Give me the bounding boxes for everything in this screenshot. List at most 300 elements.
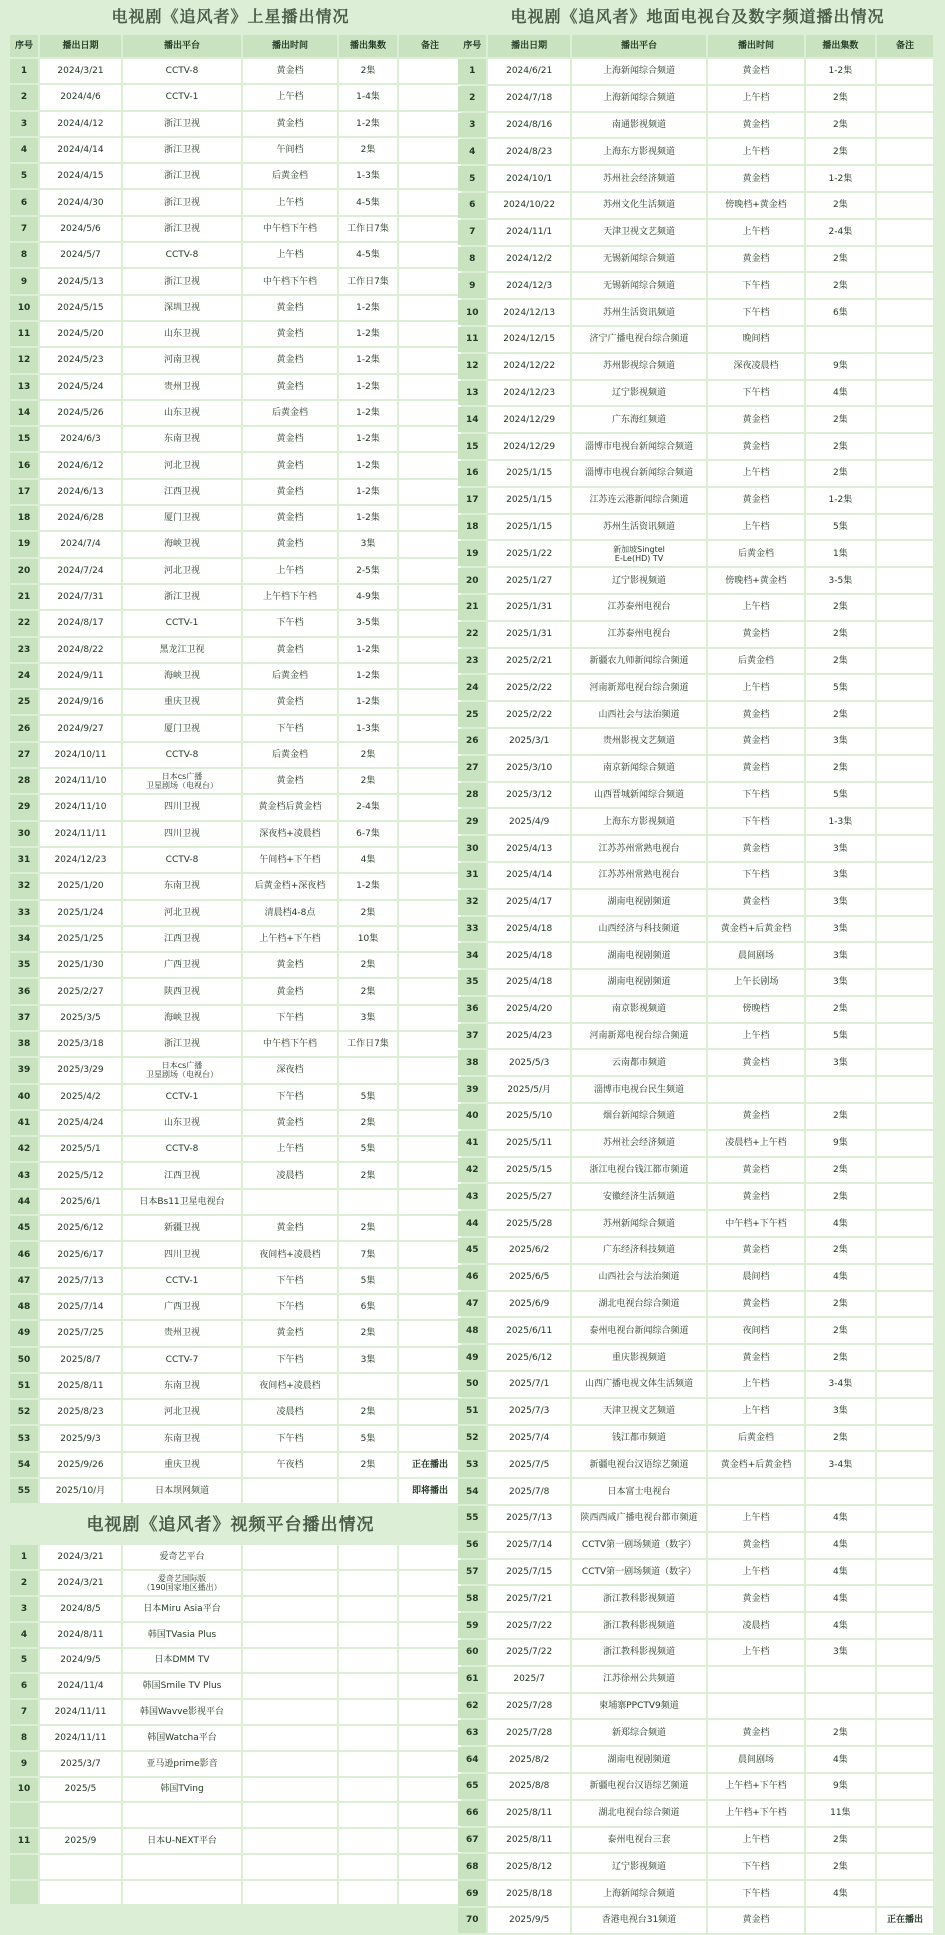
episodes-cell: 2集	[806, 1184, 875, 1209]
seq-cell: 8	[10, 1726, 38, 1750]
seq-cell: 11	[10, 1829, 38, 1853]
date-cell: 2024/3/21	[40, 1545, 121, 1569]
table-row	[10, 1649, 461, 1673]
episodes-cell: 1-4集	[339, 85, 397, 109]
empty-cell	[339, 1674, 397, 1698]
episodes-cell: 7集	[339, 1242, 397, 1266]
time-cell: 黄金档	[708, 1586, 804, 1611]
date-cell: 2025/5/10	[488, 1104, 569, 1129]
satellite-broadcast-table	[8, 33, 463, 1505]
date-cell: 2024/4/12	[40, 112, 121, 136]
table-row	[458, 541, 933, 566]
date-cell: 2024/5/23	[40, 348, 121, 372]
date-cell: 2025/3/18	[40, 1032, 121, 1056]
note-cell	[877, 1211, 933, 1236]
platform-cell: 江苏泰州电视台	[572, 622, 706, 647]
note-cell	[877, 1828, 933, 1853]
episodes-cell: 3集	[806, 1050, 875, 1075]
table-row	[458, 407, 933, 432]
date-cell: 2025/1/31	[488, 595, 569, 620]
episodes-cell: 2集	[806, 1238, 875, 1263]
seq-cell: 8	[458, 247, 486, 272]
platform-cell: 浙江卫视	[123, 138, 241, 162]
date-cell: 2024/11/1	[488, 220, 569, 245]
table-row	[458, 247, 933, 272]
seq-cell: 30	[458, 836, 486, 861]
date-cell: 2025/7/13	[488, 1506, 569, 1531]
date-cell: 2025/4/17	[488, 890, 569, 915]
time-cell: 下午档	[708, 809, 804, 834]
note-cell	[399, 85, 461, 109]
table-row	[458, 1801, 933, 1826]
empty-cell	[399, 1726, 461, 1750]
episodes-cell: 1-2集	[339, 296, 397, 320]
note-cell	[399, 348, 461, 372]
date-cell: 2025/5/11	[488, 1131, 569, 1156]
date-cell: 2024/11/4	[40, 1674, 121, 1698]
note-cell	[877, 59, 933, 84]
seq-cell: 14	[458, 407, 486, 432]
seq-cell: 56	[458, 1533, 486, 1558]
episodes-cell: 2集	[806, 1158, 875, 1183]
platform-cell: 浙江卫视	[123, 217, 241, 241]
seq-cell: 17	[458, 488, 486, 513]
time-cell: 黄金档	[708, 1292, 804, 1317]
time-cell: 黄金档	[243, 427, 337, 451]
platform-cell: 山西社会与法治频道	[572, 1265, 706, 1290]
table-row	[10, 506, 461, 530]
note-cell	[399, 480, 461, 504]
table-row	[458, 434, 933, 459]
seq-cell: 18	[10, 506, 38, 530]
seq-cell: 17	[10, 480, 38, 504]
note-cell	[399, 1426, 461, 1450]
note-cell	[877, 515, 933, 540]
table-row	[10, 901, 461, 925]
seq-cell: 64	[458, 1747, 486, 1772]
time-cell: 下午档	[708, 1881, 804, 1906]
note-cell	[399, 559, 461, 583]
date-cell: 2025/5/3	[488, 1050, 569, 1075]
note-cell	[877, 729, 933, 754]
seq-cell: 52	[10, 1400, 38, 1424]
note-cell	[877, 381, 933, 406]
note-cell	[877, 1050, 933, 1075]
table-row	[458, 1828, 933, 1853]
note-cell	[877, 247, 933, 272]
episodes-cell: 2集	[806, 273, 875, 298]
note-cell	[877, 1640, 933, 1665]
note-cell	[877, 1533, 933, 1558]
date-cell: 2025/6/12	[40, 1216, 121, 1240]
platform-cell: 江西卫视	[123, 480, 241, 504]
time-cell: 黄金档	[708, 1720, 804, 1745]
time-cell: 黄金档	[708, 407, 804, 432]
time-cell: 上午档	[708, 461, 804, 486]
seq-cell: 15	[10, 427, 38, 451]
time-cell: 下午档	[243, 1006, 337, 1030]
table-row	[10, 453, 461, 477]
date-cell: 2025/8/8	[488, 1774, 569, 1799]
note-cell	[877, 1747, 933, 1772]
date-cell: 2025/8/11	[488, 1828, 569, 1853]
note-cell	[877, 461, 933, 486]
episodes-cell	[806, 327, 875, 352]
video-platform-table	[8, 1543, 463, 1906]
platform-cell: 新加坡Singtel E-Le(HD) TV	[572, 541, 706, 566]
time-cell: 夜间档	[708, 1318, 804, 1343]
date-cell: 2024/3/21	[40, 59, 121, 83]
seq-cell: 9	[10, 1752, 38, 1776]
date-cell: 2024/6/28	[40, 506, 121, 530]
note-cell	[399, 1400, 461, 1424]
episodes-cell: 2集	[806, 193, 875, 218]
platform-cell: 日本DMM TV	[123, 1649, 241, 1673]
table-row	[458, 1077, 933, 1102]
table-row	[10, 1269, 461, 1293]
note-cell	[877, 434, 933, 459]
episodes-cell: 4集	[806, 1211, 875, 1236]
table-row	[458, 970, 933, 995]
platform-cell: 陕西西咸广播电视台都市频道	[572, 1506, 706, 1531]
table-row	[10, 138, 461, 162]
table-row	[10, 59, 461, 83]
platform-cell: 四川卫视	[123, 1242, 241, 1266]
date-cell: 2025/7/15	[488, 1560, 569, 1585]
episodes-cell: 2集	[806, 86, 875, 111]
seq-cell: 62	[458, 1694, 486, 1719]
note-cell	[399, 822, 461, 846]
time-cell: 黄金档后黄金档	[243, 795, 337, 819]
table-row	[458, 1694, 933, 1719]
seq-cell: 13	[10, 375, 38, 399]
date-cell: 2025/4/18	[488, 917, 569, 942]
note-cell	[877, 300, 933, 325]
table-row	[10, 480, 461, 504]
time-cell: 黄金档	[243, 1111, 337, 1135]
note-cell	[877, 220, 933, 245]
table-row	[458, 1184, 933, 1209]
date-cell: 2024/12/22	[488, 354, 569, 379]
date-cell: 2024/5/26	[40, 401, 121, 425]
platform-cell: 上海新闻综合频道	[572, 1881, 706, 1906]
time-cell: 上午档	[708, 220, 804, 245]
episodes-cell: 4集	[806, 1265, 875, 1290]
table-row	[10, 85, 461, 109]
seq-cell: 53	[10, 1426, 38, 1450]
time-cell: 下午档	[708, 783, 804, 808]
date-cell: 2025/1/15	[488, 515, 569, 540]
date-cell: 2025/1/30	[40, 953, 121, 977]
table-row	[10, 243, 461, 267]
seq-cell: 31	[10, 848, 38, 872]
platform-cell: 新疆农九师新闻综合频道	[572, 649, 706, 674]
time-cell: 上午档	[708, 595, 804, 620]
date-cell: 2025/7/1	[488, 1372, 569, 1397]
platform-cell: 日本坝网频道	[123, 1479, 241, 1503]
episodes-cell: 2集	[806, 997, 875, 1022]
episodes-cell: 2集	[806, 407, 875, 432]
note-cell	[877, 1694, 933, 1719]
time-cell: 深夜档	[243, 1058, 337, 1082]
seq-cell: 27	[10, 743, 38, 767]
table-row	[10, 953, 461, 977]
time-cell: 黄金档	[708, 1345, 804, 1370]
seq-cell: 7	[10, 217, 38, 241]
seq-cell: 51	[10, 1374, 38, 1398]
empty-cell	[339, 1700, 397, 1724]
date-cell: 2025/5/28	[488, 1211, 569, 1236]
time-cell: 黄金档	[708, 1533, 804, 1558]
date-cell: 2025/4/20	[488, 997, 569, 1022]
table-row	[10, 1111, 461, 1135]
table-row	[458, 515, 933, 540]
seq-cell: 38	[458, 1050, 486, 1075]
platform-cell: 黑龙江卫视	[123, 638, 241, 662]
platform-cell: 河北卫视	[123, 559, 241, 583]
note-cell: 正在播出	[399, 1453, 461, 1477]
date-cell: 2024/6/21	[488, 59, 569, 84]
time-cell: 下午档	[243, 1348, 337, 1372]
table-row	[10, 559, 461, 583]
episodes-cell: 2集	[806, 1345, 875, 1370]
date-cell: 2025/7/14	[488, 1533, 569, 1558]
header-cell: 备注	[877, 35, 933, 57]
note-cell	[399, 1269, 461, 1293]
seq-cell: 37	[10, 1006, 38, 1030]
date-cell: 2025/3/1	[488, 729, 569, 754]
platform-cell: 浙江卫视	[123, 164, 241, 188]
seq-cell: 48	[10, 1295, 38, 1319]
episodes-cell: 5集	[806, 515, 875, 540]
platform-cell: CCTV-1	[123, 1269, 241, 1293]
table-row	[10, 296, 461, 320]
empty-cell	[399, 1803, 461, 1827]
date-cell: 2025/8/23	[40, 1400, 121, 1424]
note-cell	[877, 1131, 933, 1156]
note-cell	[877, 783, 933, 808]
episodes-cell: 4集	[806, 1881, 875, 1906]
platform-cell: 湖南电视剧频道	[572, 943, 706, 968]
time-cell: 傍晚档+黄金档	[708, 193, 804, 218]
time-cell: 黄金档	[708, 1908, 804, 1933]
date-cell: 2024/4/15	[40, 164, 121, 188]
episodes-cell: 2集	[806, 622, 875, 647]
note-cell	[877, 1720, 933, 1745]
episodes-cell: 4集	[806, 1560, 875, 1585]
seq-cell: 45	[10, 1216, 38, 1240]
episodes-cell: 5集	[806, 675, 875, 700]
note-cell	[877, 193, 933, 218]
episodes-cell: 6-7集	[339, 822, 397, 846]
time-cell: 黄金档	[243, 532, 337, 556]
date-cell: 2024/5/7	[40, 243, 121, 267]
platform-cell: 浙江电视台钱江都市频道	[572, 1158, 706, 1183]
note-cell	[399, 927, 461, 951]
platform-cell: 重庆卫视	[123, 1453, 241, 1477]
seq-cell: 11	[10, 322, 38, 346]
date-cell: 2024/7/24	[40, 559, 121, 583]
table-row	[458, 300, 933, 325]
episodes-cell: 3-5集	[339, 611, 397, 635]
note-cell	[877, 1024, 933, 1049]
table-row	[10, 1700, 461, 1724]
empty-cell	[339, 1597, 397, 1621]
time-cell: 黄金档	[243, 769, 337, 793]
date-cell: 2025/5/27	[488, 1184, 569, 1209]
episodes-cell: 11集	[806, 1801, 875, 1826]
date-cell: 2025/6/2	[488, 1238, 569, 1263]
seq-cell: 54	[458, 1479, 486, 1504]
platform-cell: 新疆电视台汉语综艺频道	[572, 1774, 706, 1799]
time-cell: 后黄金档	[243, 164, 337, 188]
seq-cell: 2	[10, 85, 38, 109]
seq-cell: 55	[10, 1479, 38, 1503]
table-row	[10, 269, 461, 293]
platform-cell: 山东卫视	[123, 1111, 241, 1135]
note-cell	[399, 427, 461, 451]
note-cell	[399, 1374, 461, 1398]
table-row	[458, 220, 933, 245]
note-cell	[399, 690, 461, 714]
platform-cell: 上海东方影视频道	[572, 139, 706, 164]
episodes-cell: 10集	[339, 927, 397, 951]
note-cell	[877, 1184, 933, 1209]
date-cell: 2025/7/3	[488, 1399, 569, 1424]
platform-cell: 湖南电视剧频道	[572, 970, 706, 995]
platform-cell: 海峡卫视	[123, 532, 241, 556]
seq-cell: 39	[458, 1077, 486, 1102]
table-row	[458, 461, 933, 486]
time-cell	[243, 1190, 337, 1214]
episodes-cell	[806, 1667, 875, 1692]
seq-cell: 53	[458, 1452, 486, 1477]
table-row	[10, 1400, 461, 1424]
platform-cell: 日本U-NEXT平台	[123, 1829, 241, 1853]
episodes-cell: 工作日7集	[339, 269, 397, 293]
table-row	[10, 1829, 461, 1853]
time-cell: 下午档	[243, 1269, 337, 1293]
table-row	[10, 1321, 461, 1345]
table-row	[10, 1803, 461, 1827]
note-cell	[877, 1265, 933, 1290]
date-cell: 2024/12/15	[488, 327, 569, 352]
table-row	[458, 702, 933, 727]
episodes-cell: 2-4集	[339, 795, 397, 819]
time-cell: 下午档	[708, 1854, 804, 1879]
time-cell: 下午档	[708, 273, 804, 298]
date-cell: 2025/7/8	[488, 1479, 569, 1504]
time-cell: 黄金档	[708, 836, 804, 861]
table-row	[10, 1453, 461, 1477]
time-cell: 黄金档	[708, 488, 804, 513]
episodes-cell: 2集	[339, 1453, 397, 1477]
note-cell	[399, 532, 461, 556]
time-cell: 夜间档+凌晨档	[243, 1374, 337, 1398]
time-cell: 后黄金档+深夜档	[243, 874, 337, 898]
note-cell	[399, 1321, 461, 1345]
episodes-cell	[339, 1374, 397, 1398]
platform-cell: 山西广播电视文体生活频道	[572, 1372, 706, 1397]
seq-cell: 4	[10, 1623, 38, 1647]
episodes-cell: 1-2集	[339, 664, 397, 688]
episodes-cell: 2集	[806, 1104, 875, 1129]
date-cell: 2025/7/14	[40, 1295, 121, 1319]
date-cell: 2024/10/1	[488, 166, 569, 191]
episodes-cell: 2-4集	[806, 220, 875, 245]
episodes-cell: 3集	[806, 917, 875, 942]
date-cell: 2025/5/月	[488, 1077, 569, 1102]
date-cell: 2025/4/14	[488, 863, 569, 888]
seq-cell: 47	[458, 1292, 486, 1317]
time-cell	[708, 1479, 804, 1504]
table-row	[10, 874, 461, 898]
date-cell: 2025/2/22	[488, 702, 569, 727]
note-cell	[877, 1318, 933, 1343]
episodes-cell: 5集	[339, 1269, 397, 1293]
seq-cell: 23	[10, 638, 38, 662]
seq-cell: 67	[458, 1828, 486, 1853]
seq-cell: 65	[458, 1774, 486, 1799]
table-row	[10, 927, 461, 951]
date-cell: 2024/5/13	[40, 269, 121, 293]
platform-cell: CCTV-1	[123, 85, 241, 109]
time-cell: 黄金档	[243, 953, 337, 977]
platform-cell: 苏州生活资讯频道	[572, 300, 706, 325]
time-cell: 下午档	[708, 381, 804, 406]
note-cell	[399, 874, 461, 898]
seq-cell: 69	[458, 1881, 486, 1906]
seq-cell: 49	[10, 1321, 38, 1345]
date-cell	[40, 1803, 121, 1827]
episodes-cell: 2集	[339, 1111, 397, 1135]
episodes-cell: 1-2集	[339, 112, 397, 136]
date-cell: 2025/4/9	[488, 809, 569, 834]
note-cell	[877, 1854, 933, 1879]
platform-cell: 日本cs广播 卫星剧场（电视台）	[123, 769, 241, 793]
seq-cell: 39	[10, 1058, 38, 1082]
platform-cell: 南京新闻综合频道	[572, 756, 706, 781]
table-row	[10, 1752, 461, 1776]
table-row	[458, 381, 933, 406]
platform-cell: 天津卫视文艺频道	[572, 220, 706, 245]
left-column	[10, 0, 451, 1906]
table-row	[10, 585, 461, 609]
seq-cell: 2	[10, 1571, 38, 1595]
note-cell	[877, 890, 933, 915]
seq-cell: 22	[10, 611, 38, 635]
platform-cell: 日本cs广播 卫星剧场（电视台）	[123, 1058, 241, 1082]
time-cell: 上午档	[708, 675, 804, 700]
time-cell: 后黄金档	[708, 649, 804, 674]
time-cell: 黄金档	[708, 1238, 804, 1263]
note-cell	[399, 1111, 461, 1135]
platform-cell: 苏州生活资讯频道	[572, 515, 706, 540]
time-cell: 上午档	[708, 1024, 804, 1049]
seq-cell: 15	[458, 434, 486, 459]
time-cell: 下午档	[243, 1426, 337, 1450]
date-cell: 2025/5/1	[40, 1137, 121, 1161]
table-row	[10, 1242, 461, 1266]
platform-cell: 河北卫视	[123, 901, 241, 925]
date-cell: 2025/7/25	[40, 1321, 121, 1345]
date-cell: 2025/6/5	[488, 1265, 569, 1290]
date-cell: 2025/6/9	[488, 1292, 569, 1317]
table-row	[10, 1426, 461, 1450]
date-cell: 2024/6/12	[40, 453, 121, 477]
date-cell: 2024/12/23	[40, 848, 121, 872]
seq-cell: 43	[458, 1184, 486, 1209]
